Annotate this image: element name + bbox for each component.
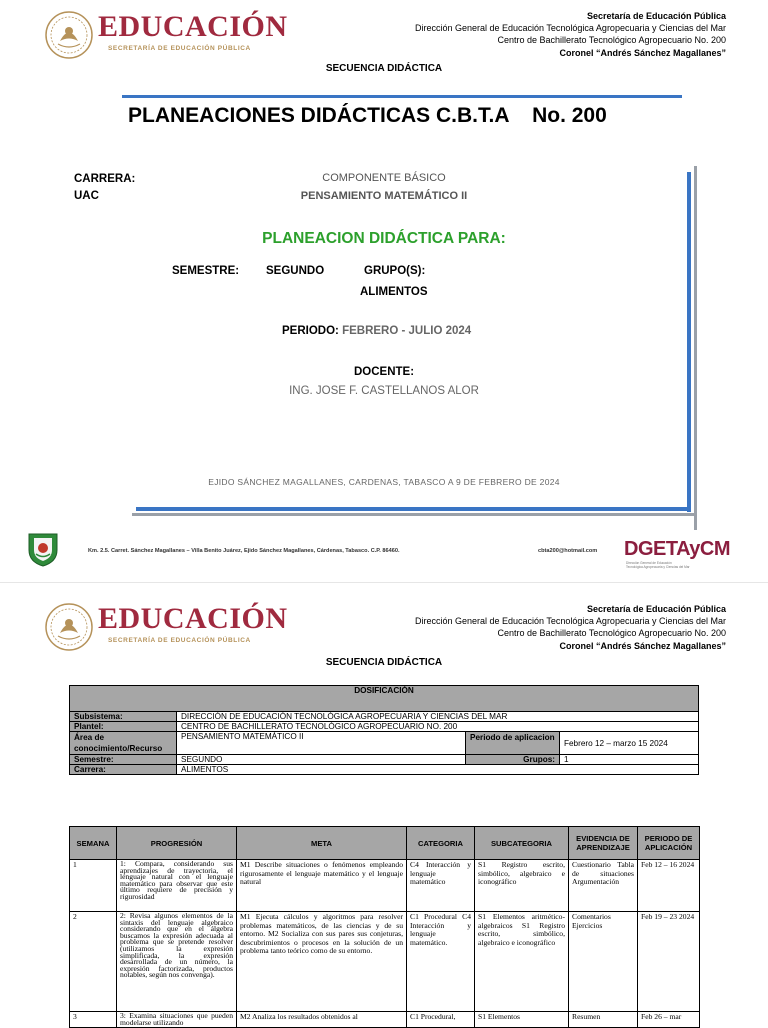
title-top-rule (122, 95, 682, 98)
dgeta-logo: DGETAyCM (624, 538, 730, 560)
categoria-cell: C1 Procedural, (407, 1012, 475, 1028)
meta-cell: M2 Analiza los resultados obtenidos al (237, 1012, 407, 1028)
periodo-label: PERIODO: (282, 325, 339, 337)
progresion-table (69, 826, 700, 1028)
categoria-cell: C4 Interacción y lenguaje matemático (407, 860, 475, 912)
uac-label: UAC (74, 190, 99, 202)
header-line-4: Coronel “Andrés Sánchez Magallanes” (559, 47, 726, 58)
school-crest-icon (24, 530, 62, 568)
secuencia-title: SECUENCIA DIDÁCTICA (325, 63, 443, 74)
header-line-4: Coronel “Andrés Sánchez Magallanes” (559, 640, 726, 651)
main-title: PLANEACIONES DIDÁCTICAS C.B.T.A No. 200 (128, 104, 607, 127)
carrera-value: ALIMENTOS (177, 765, 699, 775)
subcategoria-cell: S1 Elementos aritmético-algebraicos S1 Registro escrito, simbólico, algebraico e iconográfico (475, 912, 569, 1012)
header-progresion: PROGRESIÓN (117, 827, 237, 860)
semestre-value: SEGUNDO (266, 265, 325, 277)
grupos-label: Grupos: (466, 755, 560, 765)
grupos-value: 1 (560, 755, 699, 765)
componente-basico: COMPONENTE BÁSICO (322, 172, 446, 184)
header-line-3: Centro de Bachillerato Tecnológico Agropecuario No. 200 (497, 628, 726, 639)
plantel-label: Plantel: (70, 722, 177, 732)
logo-word: EDUCACIÓN (98, 10, 288, 43)
right-gray-bar (694, 166, 697, 530)
evidencia-cell: Resumen (569, 1012, 638, 1028)
evidencia-cell: Cuestionario Tabla de situaciones Argumentación (569, 860, 638, 912)
logo-subtitle: SECRETARÍA DE EDUCACIÓN PÚBLICA (108, 637, 251, 644)
table-row (70, 1012, 700, 1028)
table-row (70, 860, 700, 912)
docente-name: ING. JOSE F. CASTELLANOS ALOR (289, 385, 479, 397)
periodo-aplicacion-label: Periodo de aplicacion (466, 732, 560, 755)
header-categoria: CATEGORIA (407, 827, 475, 860)
institution-header (415, 603, 726, 652)
materia-name: PENSAMIENTO MATEMÁTICO II (300, 190, 468, 202)
plantel-value: CENTRO DE BACHILLERATO TECNOLÓGICO AGROPECUARIO NO. 200 (177, 722, 699, 732)
lugar-fecha: EJIDO SÁNCHEZ MAGALLANES, CARDENAS, TABASCO A 9 DE FEBRERO DE 2024 (208, 477, 560, 487)
header-evidencia: EVIDENCIA DE APRENDIZAJE (569, 827, 638, 860)
bottom-gray-rule (132, 513, 697, 516)
institution-header (415, 10, 726, 59)
carrera-label: CARRERA: (74, 173, 136, 185)
mexico-seal-icon (44, 10, 94, 60)
secuencia-title: SECUENCIA DIDÁCTICA (325, 657, 443, 668)
semestre-label: SEMESTRE: (172, 265, 240, 277)
header-line-1: Secretaría de Educación Pública (586, 604, 726, 614)
evidencia-cell: Comentarios Ejercicios (569, 912, 638, 1012)
table-row (70, 912, 700, 1012)
area-label: Área de conocimiento/Recurso (70, 732, 177, 755)
semana-cell: 1 (70, 860, 117, 912)
meta-cell: M1 Ejecuta cálculos y algoritmos para resolver problemas matemáticos, de las ciencias y de su entorno. M2 Socializa con sus pares sus conjeturas, descubrimientos o procesos en la solución de un problema tanto teórico como de su entorno. (237, 912, 407, 1012)
header-line-1: Secretaría de Educación Pública (586, 11, 726, 21)
footer-address: Km. 2.5. Carret. Sánchez Magallanes – Villa Benito Juárez, Ejido Sánchez Magallanes, Cárdenas, Tabasco. C.P. 86460. (88, 548, 400, 554)
header-semana: SEMANA (70, 827, 117, 860)
semestre-label: Semestre: (70, 755, 177, 765)
subsistema-value: DIRECCIÓN DE EDUCACIÓN TECNOLÓGICA AGROPECUARIA Y CIENCIAS DEL MAR (177, 712, 699, 722)
subsistema-label: Subsistema: (70, 712, 177, 722)
logo-subtitle: SECRETARÍA DE EDUCACIÓN PÚBLICA (108, 45, 251, 52)
subcategoria-cell: S1 Elementos (475, 1012, 569, 1028)
header-meta: META (237, 827, 407, 860)
progresion-cell: 1: Compara, considerando sus aprendizajes de trayectoria, el lenguaje natural con el lenguaje matemático para observar que este último requiere de precisión y rigurosidad (117, 860, 237, 912)
dgeta-sub-2: Tecnológica Agropecuaria y Ciencias del Mar (626, 565, 690, 569)
dgeta-sub-1: Dirección General de Educación (626, 561, 672, 565)
dosificacion-table (69, 685, 699, 775)
dgeta-logo-subtitle (626, 561, 690, 569)
bottom-blue-rule (136, 507, 688, 511)
planeacion-heading: PLANEACION DIDÁCTICA PARA: (262, 230, 506, 247)
semestre-value: SEGUNDO (177, 755, 466, 765)
header-line-2: Dirección General de Educación Tecnológica Agropecuaria y Ciencias del Mar (414, 616, 726, 627)
header-line-2: Dirección General de Educación Tecnológica Agropecuaria y Ciencias del Mar (414, 23, 726, 34)
subcategoria-cell: S1 Registro escrito, simbólico, algebraico e iconográfico (475, 860, 569, 912)
semana-cell: 2 (70, 912, 117, 1012)
periodo-cell: Feb 26 – mar (638, 1012, 700, 1028)
categoria-cell: C1 Procedural C4 Interacción y lenguaje matemático. (407, 912, 475, 1012)
footer-email: cbta200@hotmail.com (538, 548, 598, 554)
carrera-label: Carrera: (70, 765, 177, 775)
header-periodo: PERIODO DE APLICACIÓN (638, 827, 700, 860)
progresion-cell: 2: Revisa algunos elementos de la sintaxis del lenguaje algebraico considerando que en el álgebra buscamos la expresión adecuada al problema que se pretende resolver (utilizamos la expresión simplificada, la expresión desarrollada de un número, la expresión factorizada, productos notables, según nos convenga). (117, 912, 237, 1012)
logo-word: EDUCACIÓN (98, 602, 288, 635)
periodo-line (282, 325, 471, 337)
header-subcategoria: SUBCATEGORIA (475, 827, 569, 860)
docente-label: DOCENTE: (353, 366, 415, 378)
dosificacion-title: DOSIFICACIÓN (70, 686, 699, 712)
meta-cell: M1 Describe situaciones o fenómenos empleando rigurosamente el lenguaje matemático y el lenguaje natural (237, 860, 407, 912)
area-value: PENSAMIENTO MATEMÁTICO II (177, 732, 466, 755)
periodo-cell: Feb 12 – 16 2024 (638, 860, 700, 912)
mexico-seal-icon (44, 602, 94, 652)
periodo-aplicacion-value: Febrero 12 – marzo 15 2024 (560, 732, 699, 755)
periodo-cell: Feb 19 – 23 2024 (638, 912, 700, 1012)
semana-cell: 3 (70, 1012, 117, 1028)
grupo-label: GRUPO(S): (364, 265, 426, 277)
page-separator (0, 582, 768, 583)
periodo-value: FEBRERO - JULIO 2024 (342, 325, 472, 337)
progresion-cell: 3: Examina situaciones que pueden modelarse utilizando (117, 1012, 237, 1028)
header-line-3: Centro de Bachillerato Tecnológico Agropecuario No. 200 (497, 35, 726, 46)
grupo-value: ALIMENTOS (360, 286, 428, 298)
right-blue-bar (687, 172, 691, 512)
